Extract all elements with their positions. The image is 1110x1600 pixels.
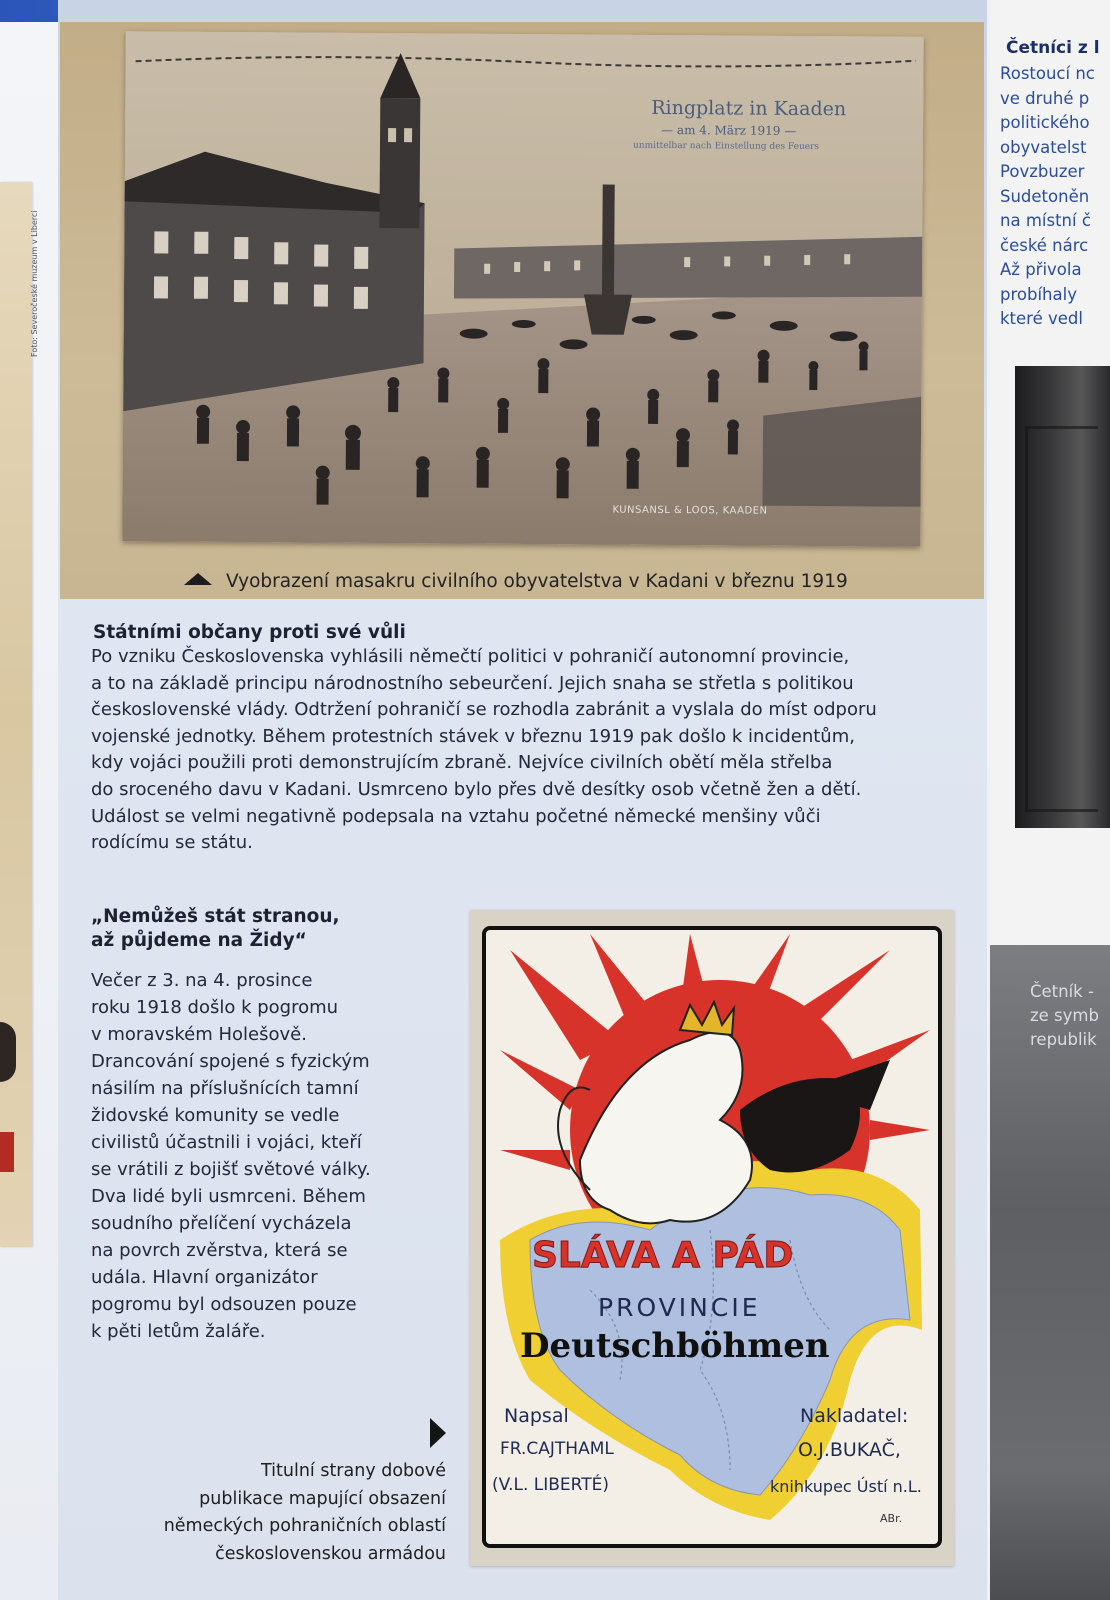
poster-caption-line: Titulní strany dobové [260,1461,446,1481]
right-line: Povzbuzer [1000,162,1085,181]
section1-line: rodícímu se státu. [91,832,253,854]
right-caption-line: Četník - [1030,982,1094,1001]
section1-line: Po vzniku Československa vyhlásili němečtí politici v pohraničí autonomní provincie, [91,646,850,667]
poster-monogram: ABr. [880,1512,903,1525]
right-line: probíhaly [1000,284,1077,304]
section2-line: násilím na příslušnících tamní [91,1078,359,1099]
right-photo-caption [1030,980,1110,1052]
postcard-signature: KUNSANSL & LOOS, KAADEN [612,504,768,517]
section2-line: Večer z 3. na 4. prosince [91,970,313,991]
triangle-up-icon [184,573,212,585]
poster-caption-line: publikace mapující obsazení [199,1488,446,1509]
right-line: české nárc [1000,235,1089,255]
section2-line: civilistů účastnili i vojáci, kteří [91,1132,362,1153]
postcard-title: Ringplatz in Kaaden [651,96,847,121]
section1-line: československé vlády. Odtržení pohraničí se rozhodla zabránit a vyslala do míst odporu [91,699,877,721]
right-line: politického [1000,113,1090,132]
right-line: ve druhé p [1000,88,1090,108]
poster-author-pseudonym: (V.L. LIBERTÉ) [492,1475,609,1495]
postcard-subtitle: unmittelbar nach Einstellung des Feuers [632,140,820,153]
right-caption-line: ze symb [1030,1006,1099,1025]
section2-line: židovské komunity se vedle [91,1105,340,1126]
section2-line: se vrátili z bojišť světové války. [91,1159,371,1180]
section2-line: v moravském Holešově. [91,1024,307,1045]
poster-author-name: FR.CAJTHAML [500,1439,614,1459]
right-line: Až přivola [1000,260,1082,279]
poster-caption [164,1458,446,1568]
left-partial-photo [0,182,32,1247]
section2-line: Drancování spojené s fyzickým [91,1051,370,1072]
right-line: na místní č [1000,211,1091,230]
triangle-right-icon [430,1418,446,1448]
deutschbohmen-poster [470,910,954,1566]
section2-line: roku 1918 došlo k pogromu [91,997,339,1018]
right-caption-line: republik [1030,1030,1097,1049]
postcard-caption [184,571,848,592]
poster-illustration [470,910,954,1566]
section2-line: udála. Hlavní organizátor [91,1267,318,1288]
poster-province: PROVINCIE [598,1293,761,1322]
right-partial-photo-top [1015,366,1110,828]
section2-heading-line: až půjdeme na Židy“ [91,930,307,951]
kaaden-massacre-postcard [122,31,924,547]
right-heading: Četníci z l [1006,38,1100,58]
section1-line: kdy vojáci použili proti demonstrujícím zbraně. Nejvíce civilních obětí měla střelba [91,752,833,774]
postcard-date: — am 4. März 1919 — [661,122,797,138]
section1-paragraph [91,644,877,857]
postcard-photo-area [60,22,984,599]
right-line: které vedl [1000,309,1083,328]
left-neighbour-panel [0,22,58,1600]
right-line: Rostoucí nc [1000,64,1095,83]
section2-paragraph [91,967,371,1345]
poster-author-label: Napsal [504,1405,569,1427]
section2-heading [91,905,340,953]
poster-caption-line: československou armádou [215,1543,446,1564]
section2-line: na povrch zvěrstva, která se [91,1240,348,1261]
poster-publisher-name: O.J.BUKAČ, [798,1439,901,1461]
section2-line: k pěti letům žaláře. [91,1321,266,1342]
right-line: obyvatelst [1000,137,1087,157]
poster-headline: SLÁVA A PÁD [532,1235,794,1276]
section1-line: Událost se velmi negativně podepsala na vztahu početné německé menšiny vůči [91,805,821,827]
right-line: Sudetoněn [1000,186,1090,206]
section1-line: a to na základě principu národnostního sebeurčení. Jejich snaha se střetla s politikou [91,672,854,694]
right-neighbour-panel [990,0,1110,1600]
photo-credit: Foto: Severočeské muzeum v Liberci [30,210,39,357]
poster-caption-line: německých pohraničních oblastí [163,1516,446,1536]
section1-line: vojenské jednotky. Během protestních stávek v březnu 1919 pak došlo k incidentům, [91,725,855,747]
section2-line: pogromu byl odsouzen pouze [91,1294,357,1315]
right-paragraph [1000,62,1110,332]
section2-line: Dva lidé byli usmrceni. Během [91,1186,366,1207]
postcard-caption-text: Vyobrazení masakru civilního obyvatelstva v Kadani v březnu 1919 [226,571,848,592]
section1-line: do sroceného davu v Kadani. Usmrceno bylo přes dvě desítky osob včetně žen a dětí. [91,778,862,800]
section2-heading-line: „Nemůžeš stát stranou, [91,906,340,927]
section1-heading: Státními občany proti své vůli [93,622,406,643]
section2-line: soudního přelíčení vycházela [91,1213,352,1234]
poster-publisher-place: knihkupec Ústí n.L. [770,1477,922,1496]
poster-publisher-label: Nakladatel: [800,1405,909,1427]
poster-name: Deutschböhmen [520,1326,830,1366]
